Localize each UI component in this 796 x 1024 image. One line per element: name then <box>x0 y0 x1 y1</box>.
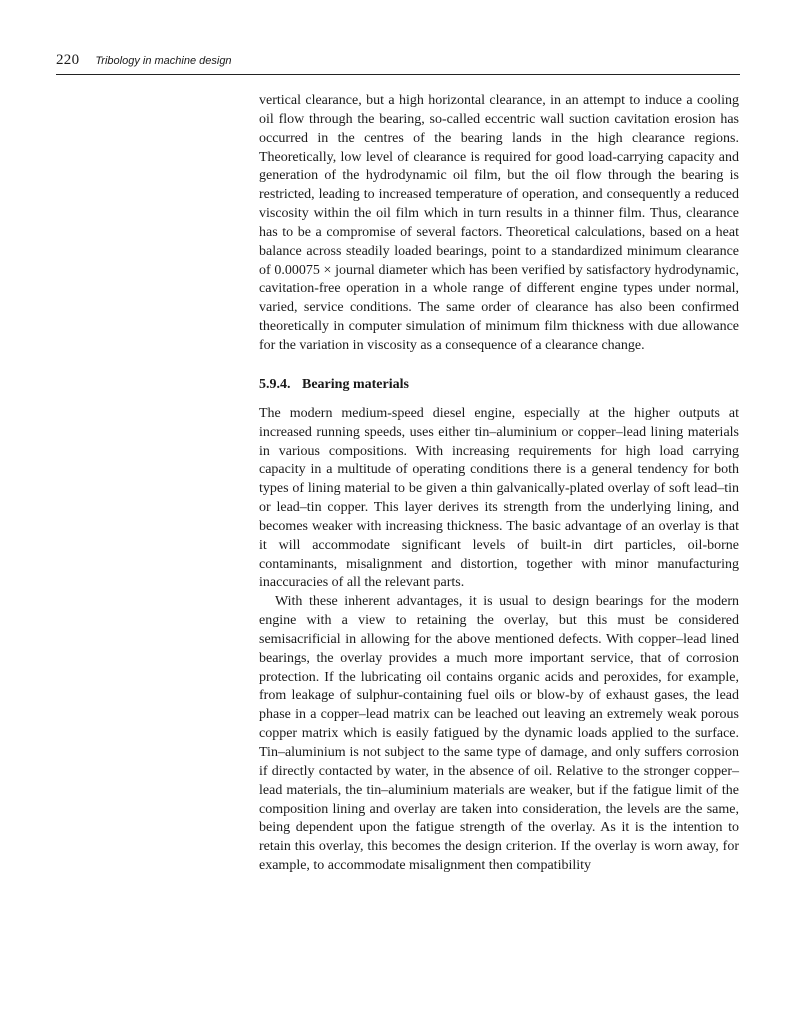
header-rule <box>56 74 740 75</box>
book-title: Tribology in machine design <box>95 55 232 67</box>
page-number: 220 <box>56 52 80 68</box>
running-head <box>56 51 740 73</box>
paragraph-bearing-materials: The modern medium-speed diesel engine, especially at the higher outputs at increased running speeds, uses either tin–aluminium or copper–lead lining materials in various compositions. With increasing requirements for high load carrying capacity in a multitude of operating conditions there is a general tendency for both types of lining material to be given a thin galvanically-plated overlay of soft lead–tin or lead–tin copper. This layer derives its strength from the underlying lining, and becomes weaker with increasing thickness. The basic advantage of an overlay is that it will accommodate significant levels of built-in dirt particles, oil-borne contaminants, misalignment and distortion, together with minor manufacturing inaccuracies of all the relevant parts. <box>259 405 739 591</box>
paragraph-overlay: With these inherent advantages, it is usual to design bearings for the modern engine with a view to retaining the overlay, but this must be considered semisacrificial in allowing for the above mentioned defects. With copper–lead lined bearings, the overlay provides a much more important service, that of corrosion protection. If the lubricating oil contains organic acids and peroxides, for example, from leakage of sulphur-containing fuel oils or blow-by of exhaust gases, the lead phase in a copper–lead matrix can be leached out leaving an extremely weak porous copper matrix which is easily fatigued by the dynamic loads applied to the surface. Tin–aluminium is not subject to the same type of damage, and only suffers corrosion if directly contacted by water, in the absence of oil. Relative to the stronger copper–lead materials, the tin–aluminium materials are weaker, but if the fatigue limit of the composition lining and overlay are taken into consideration, the levels are the same, being dependent upon the fatigue strength of the overlay. As it is the intention to retain this overlay, this becomes the design criterion. If the overlay is worn away, for example, to accommodate misalignment then compatibility <box>259 594 739 874</box>
section-title: Bearing materials <box>302 376 409 392</box>
paragraph-clearance: vertical clearance, but a high horizontal clearance, in an attempt to induce a cooling oil flow through the bearing, so-called eccentric wall suction cavitation erosion has occurred in the centres of the bearing lands in the high clearance regions. Theoretically, low level of clearance is required for good load-carrying capacity and generation of the hydrodynamic oil film, but the oil flow through the bearing is restricted, leading to increased temperature of operation, and consequently a reduced viscosity within the oil film which in turn results in a thinner film. Thus, clearance has to be a compromise of several factors. Theoretical calculations, based on a heat balance across steadily loaded bearings, point to a standardized minimum clearance of 0.00075 × journal diameter which has been verified by satisfactory hydrodynamic, cavitation-free operation in a whole range of different engine types under normal, varied, service conditions. The same order of clearance has also been confirmed theoretically in computer simulation of minimum film thickness with due allowance for the variation in viscosity as a consequence of a clearance change. <box>259 93 739 353</box>
main-text-column <box>259 92 739 876</box>
section-number: 5.9.4. <box>259 376 291 392</box>
section-heading <box>259 376 739 394</box>
